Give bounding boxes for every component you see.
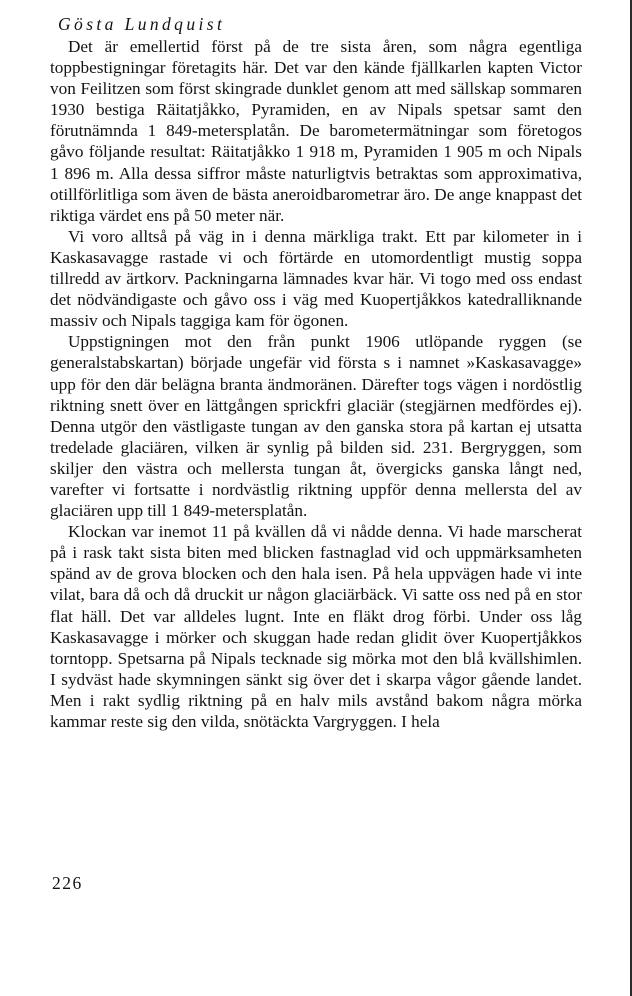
paragraph-4: Klockan var inemot 11 på kvällen då vi nådde denna. Vi hade marscherat på i rask takt sista biten med blicken fastnaglad vid och uppmärksamheten spänd av de grova blocken och den hala isen. På hela uppvägen hade vi inte vilat, bara då och då druckit ur någon glaciärbäck. Vi satte oss ned på en stor flat häll. Det var alldeles lugnt. Inte en fläkt drog förbi. Under oss låg Kaskasavagge i mörker och skuggan hade redan glidit över Kuopertjåkkos torntopp. Spetsarna på Nipals tecknade sig mörka mot den blå kvällshimlen. I sydväst hade skymningen sänkt sig över det i skarpa vågor gående landet. Men i rakt sydlig riktning på en halv mils avstånd bakom några mörka kammar reste sig den vilda, snötäckta Vargryggen. I hela [50, 522, 582, 731]
page [50, 13, 582, 732]
running-head: Gösta Lundquist [58, 14, 226, 34]
paragraph-1: Det är emellertid först på de tre sista åren, som några egentliga toppbestigningar företagits här. Det var den kände fjällkarlen kapten Victor von Feilitzen som först skingrade dunklet genom att med sällskap sommaren 1930 bestiga Räitatjåkko, Pyramiden, en av Nipals spetsar samt den förutnämnda 1 849-metersplatån. De barometermätningar som företogos gåvo följande resultat: Räitatjåkko 1 918 m, Pyramiden 1 905 m och Nipals 1 896 m. Alla dessa siffror måste naturligtvis betraktas som approximativa, otillförlitliga som även de bästa aneroidbarometrar äro. De ange knappast det riktiga värdet ens på 50 meter när. [50, 37, 582, 225]
paragraph-2: Vi voro alltså på väg in i denna märkliga trakt. Ett par kilometer in i Kaskasavagge rastade vi och förtärde en utomordentligt mustig soppa tillredd av ärtkorv. Packningarna lämnades kvar här. Vi togo med oss endast det nödvändigaste och gåvo oss i väg med Kuopertjåkkos katedralliknande massiv och Nipals taggiga kam för ögonen. [50, 226, 582, 331]
page-number: 226 [52, 873, 83, 893]
paragraph-3: Uppstigningen mot den från punkt 1906 utlöpande ryggen (se generalstabskartan) började ungefär vid första s i namnet »Kaskasavagge» upp för den där belägna branta ändmoränen. Därefter togs vägen i nordöstlig riktning snett över en lättgången sprickfri glaciär (stegjärnen medfördes ej). Denna utgör den västligaste tungan av den ganska stora på kartan ej utsatta tredelade glaciären, vilken är synlig på bilden sid. 231. Bergryggen, som skiljer den västra och mellersta tungan åt, övergicks ganska långt ned, varefter vi fortsatte i nordvästlig riktning uppför denna mellersta del av glaciären upp till 1 849-metersplatån. [50, 332, 582, 521]
